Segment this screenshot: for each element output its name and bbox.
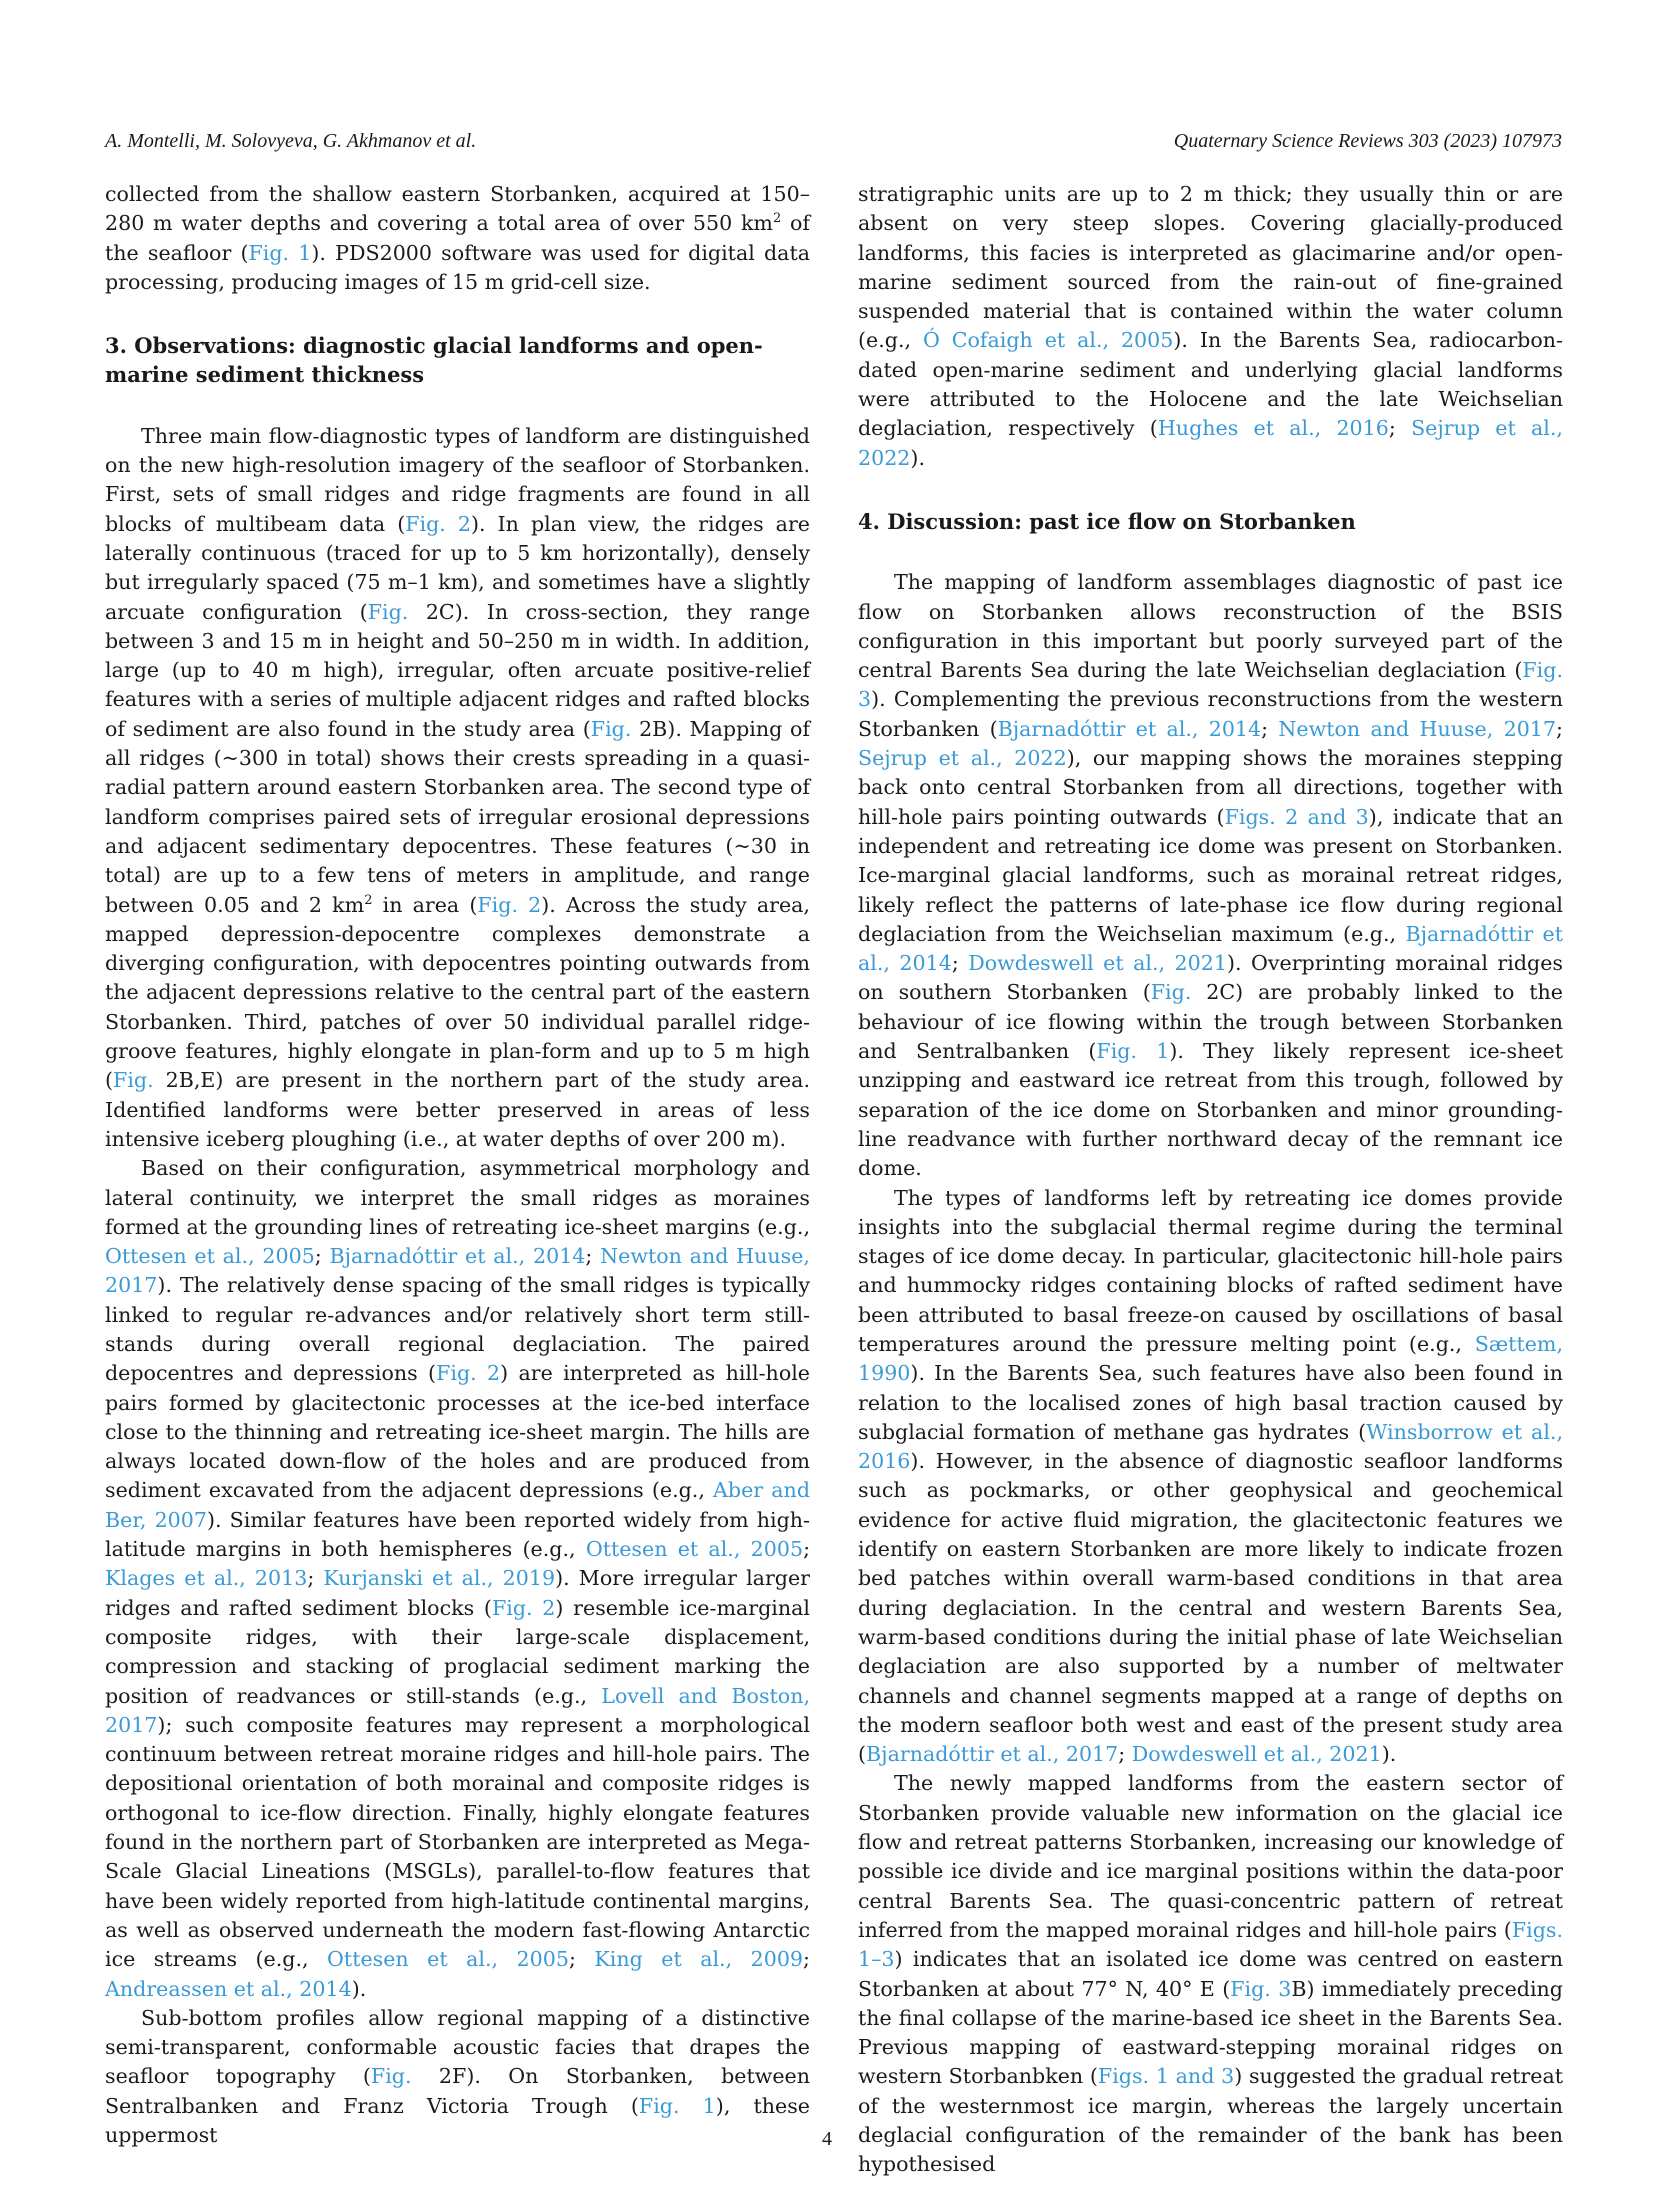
figure-link[interactable]: Fig. 1 <box>638 2093 716 2118</box>
figure-link[interactable]: Figs. 1 and 3 <box>1097 2064 1235 2089</box>
paragraph-thermal-regime: The types of landforms left by retreating ice domes provide insights into the subglacial thermal regime during the terminal stages of ice dome decay. In particular, glacitectonic hill-hole pairs and hummocky ridges containing blocks of rafted sediment have been attributed to basal freeze-on caused by oscillations of basal temperatures around the pressure melting point (e.g., Sættem, 1990). In the Barents Sea, such features have also been found in relation to the localised zones of high basal traction caused by subglacial formation of methane gas hydrates (Winsborrow et al., 2016). However, in the absence of diagnostic seafloor landforms such as pockmarks, or other geophysical and geochemical evidence for active fluid migration, the glacitectonic features we identify on eastern Storbanken are more likely to indicate frozen bed patches within overall warm-based conditions in that area during deglaciation. In the central and western Barents Sea, warm-based conditions during the initial phase of late Weichselian deglaciation are also supported by a number of meltwater channels and channel segments mapped at a range of depths on the modern seafloor both west and east of the present study area (Bjarnadóttir et al., 2017; Dowdeswell et al., 2021). <box>858 1185 1564 1767</box>
figure-link[interactable]: Fig. <box>113 1068 166 1093</box>
page-number: 4 <box>822 2128 832 2150</box>
citation-link[interactable]: Andreassen et al., 2014 <box>105 1976 352 2001</box>
citation-link[interactable]: Ottesen et al., 2005 <box>585 1537 804 1562</box>
citation-link[interactable]: Newton and Huuse, 2017 <box>105 1244 810 1298</box>
citation-link[interactable]: Bjarnadóttir et al., 2014 <box>329 1244 586 1269</box>
figure-link[interactable]: Fig. <box>370 2064 439 2089</box>
paragraph-interpretation: Based on their configuration, asymmetrical morphology and lateral continuity, we interpret the small ridges as moraines formed at the grounding lines of retreating ice-sheet margins (e.g., Ottesen et al., 2005; Bjarnadóttir et al., 2014; Newton and Huuse, 2017). The relatively dense spacing of the small ridges is typically linked to regular re-advances and/or relatively short term still-stands during overall regional deglaciation. The paired depocentres and depressions (Fig. 2) are interpreted as hill-hole pairs formed by glacitectonic processes at the ice-bed interface close to the thinning and retreating ice-sheet margin. The hills are always located down-flow of the holes and are produced from sediment excavated from the adjacent depressions (e.g., Aber and Ber, 2007). Similar features have been reported widely from high-latitude margins in both hemispheres (e.g., Ottesen et al., 2005; Klages et al., 2013; Kurjanski et al., 2019). More irregular larger ridges and rafted sediment blocks (Fig. 2) resemble ice-marginal composite ridges, with their large-scale displacement, compression and stacking of proglacial sediment marking the position of readvances or still-stands (e.g., Lovell and Boston, 2017); such composite features may represent a morphological continuum between retreat moraine ridges and hill-hole pairs. The depositional orientation of both morainal and composite ridges is orthogonal to ice-flow direction. Finally, highly elongate features found in the northern part of Storbanken are interpreted as Mega-Scale Glacial Lineations (MSGLs), parallel-to-flow features that have been widely reported from high-latitude continental margins, as well as observed underneath the modern fast-flowing Antarctic ice streams (e.g., Ottesen et al., 2005; King et al., 2009; Andreassen et al., 2014). <box>105 1156 811 2001</box>
citation-link[interactable]: Dowdeswell et al., 2021 <box>1131 1742 1382 1767</box>
figure-link[interactable]: Fig. <box>367 599 426 624</box>
citation-link[interactable]: Sættem, 1990 <box>858 1331 1563 1386</box>
citation-link[interactable]: Hughes et al., 2016 <box>1157 416 1389 441</box>
running-header-journal: Quaternary Science Reviews 303 (2023) 107973 <box>1173 130 1562 152</box>
right-column <box>858 180 1563 2180</box>
section-heading-4: 4. Discussion: past ice flow on Storbanken <box>858 508 1356 534</box>
citation-link[interactable]: Bjarnadóttir et al., 2014 <box>997 716 1262 741</box>
left-column <box>105 180 810 2150</box>
citation-link[interactable]: Bjarnadóttir et al., 2017 <box>866 1742 1119 1767</box>
citation-link[interactable]: Kurjanski et al., 2019 <box>323 1566 556 1591</box>
figure-link[interactable]: Fig. 2 <box>405 511 471 536</box>
paragraph-sub-bottom-profiles: Sub-bottom profiles allow regional mapping of a distinctive semi-transparent, conformable acoustic facies that drapes the seafloor topography (Fig. 2F). On Storbanken, between Sentralbanken and Franz Victoria Trough (Fig. 1), these uppermost <box>105 2005 810 2147</box>
citation-link[interactable]: Ottesen et al., 2005 <box>105 1244 315 1269</box>
figure-link[interactable]: Fig. 3 <box>1230 1976 1292 2001</box>
citation-link[interactable]: Winsborrow et al., 2016 <box>858 1419 1564 1474</box>
figure-link[interactable]: Fig. 2 <box>491 1595 556 1620</box>
running-header-authors: A. Montelli, M. Solovyeva, G. Akhmanov et al. <box>105 130 477 152</box>
figure-link[interactable]: Fig. 2 <box>477 892 542 917</box>
figure-link[interactable]: Fig. 2 <box>436 1361 501 1386</box>
citation-link[interactable]: Dowdeswell et al., 2021 <box>968 951 1227 976</box>
figure-link[interactable]: Fig. 3 <box>858 658 1563 712</box>
figure-link[interactable]: Figs. 2 and 3 <box>1224 804 1369 829</box>
citation-link[interactable]: King et al., 2009 <box>594 1947 804 1972</box>
figure-link[interactable]: Fig. 1 <box>1096 1039 1170 1064</box>
citation-link[interactable]: Ó Cofaigh et al., 2005 <box>922 328 1174 353</box>
paragraph-ice-flow-mapping: The mapping of landform assemblages diagnostic of past ice flow on Storbanken allows reconstruction of the BSIS configuration in this important but poorly surveyed part of the central Barents Sea during the late Weichselian deglaciation (Fig. 3). Complementing the previous reconstructions from the western Storbanken (Bjarnadóttir et al., 2014; Newton and Huuse, 2017; Sejrup et al., 2022), our mapping shows the moraines stepping back onto central Storbanken from all directions, together with hill-hole pairs pointing outwards (Figs. 2 and 3), indicate that an independent and retreating ice dome was present on Storbanken. Ice-marginal glacial landforms, such as morainal retreat ridges, likely reflect the patterns of late-phase ice flow during regional deglaciation from the Weichselian maximum (e.g., Bjarnadóttir et al., 2014; Dowdeswell et al., 2021). Overprinting morainal ridges on southern Storbanken (Fig. 2C) are probably linked to the behaviour of ice flowing within the trough between Storbanken and Sentralbanken (Fig. 1). They likely represent ice-sheet unzipping and eastward ice retreat from this trough, followed by separation of the ice dome on Storbanken and minor grounding-line readvance with further northward decay of the remnant ice dome. <box>858 570 1563 1181</box>
paragraph-landform-types: Three main flow-diagnostic types of landform are distinguished on the new high-resolution imagery of the seafloor of Storbanken. First, sets of small ridges and ridge fragments are found in all blocks of multibeam data (Fig. 2). In plan view, the ridges are laterally continuous (traced for up to 5 km horizontally), densely but irregularly spaced (75 m–1 km), and sometimes have a slightly arcuate configuration (Fig. 2C). In cross-section, they range between 3 and 15 m in height and 50–250 m in width. In addition, large (up to 40 m high), irregular, often arcuate positive-relief features with a series of multiple adjacent ridges and rafted blocks of sediment are also found in the study area (Fig. 2B). Mapping of all ridges (~300 in total) shows their crests spreading in a quasi-radial pattern around eastern Storbanken area. The second type of landform comprises paired sets of irregular erosional depressions and adjacent sedimentary depocentres. These features (~30 in total) are up to a few tens of meters in amplitude, and range between 0.05 and 2 $km^2$ in area (Fig. 2). Across the study area, mapped depression-depocentre complexes demonstrate a diverging configuration, with depocentres pointing outwards from the adjacent depressions relative to the central part of the eastern Storbanken. Third, patches of over 50 individual parallel ridge-groove features, highly elongate in plan-form and up to 5 m high (Fig. 2B,E) are present in the northern part of the study area. Identified landforms were better preserved in areas of less intensive iceberg ploughing (i.e., at water depths of over 200 m). <box>105 423 811 1151</box>
section-heading-3: 3. Observations: diagnostic glacial landforms and open-marine sediment thickness <box>105 333 763 388</box>
figure-link[interactable]: Fig. <box>1150 980 1207 1005</box>
figure-link[interactable]: Fig. <box>590 716 640 741</box>
citation-link[interactable]: Newton and Huuse, 2017 <box>1278 716 1557 741</box>
citation-link[interactable]: Ottesen et al., 2005 <box>327 1947 569 1972</box>
citation-link[interactable]: Lovell and Boston, 2017 <box>105 1683 811 1737</box>
citation-link[interactable]: Aber and Ber, 2007 <box>105 1478 811 1532</box>
citation-link[interactable]: Sejrup et al., 2022 <box>858 416 1563 470</box>
figure-link[interactable]: Figs. 1–3 <box>858 1917 1563 1972</box>
figure-link[interactable]: Fig. 1 <box>248 240 312 265</box>
paragraph-data-acquisition: collected from the shallow eastern Storbanken, acquired at 150–280 m water depths and covering a total area of over 550 $km^2$ of the seafloor (Fig. 1). PDS2000 software was used for digital data processing, producing images of 15 m grid-cell size. <box>105 182 810 294</box>
citation-link[interactable]: Sejrup et al., 2022 <box>858 746 1067 771</box>
paragraph-new-landforms: The newly mapped landforms from the eastern sector of Storbanken provide valuable new information on the glacial ice flow and retreat patterns Storbanken, increasing our knowledge of possible ice divide and ice marginal positions within the data-poor central Barents Sea. The quasi-concentric pattern of retreat inferred from the mapped morainal ridges and hill-hole pairs (Figs. 1–3) indicates that an isolated ice dome was centred on eastern Storbanken at about 77° N, 40° E (Fig. 3B) immediately preceding the final collapse of the marine-based ice sheet in the Barents Sea. Previous mapping of eastward-stepping morainal ridges on western Storbanbken (Figs. 1 and 3) suggested the gradual retreat of the westernmost ice margin, whereas the largely uncertain deglacial configuration of the remainder of the bank has been hypothesised <box>858 1771 1563 2177</box>
paragraph-stratigraphic-units: stratigraphic units are up to 2 m thick; they usually thin or are absent on very steep slopes. Covering glacially-produced landforms, this facies is interpreted as glacimarine and/or open-marine sediment sourced from the rain-out of fine-grained suspended material that is contained within the water column (e.g., Ó Cofaigh et al., 2005). In the Barents Sea, radiocarbon-dated open-marine sediment and underlying glacial landforms were attributed to the Holocene and the late Weichselian deglaciation, respectively (Hughes et al., 2016; Sejrup et al., 2022). <box>858 182 1563 470</box>
citation-link[interactable]: Klages et al., 2013 <box>105 1566 308 1591</box>
citation-link[interactable]: Bjarnadóttir et al., 2014 <box>858 921 1563 976</box>
